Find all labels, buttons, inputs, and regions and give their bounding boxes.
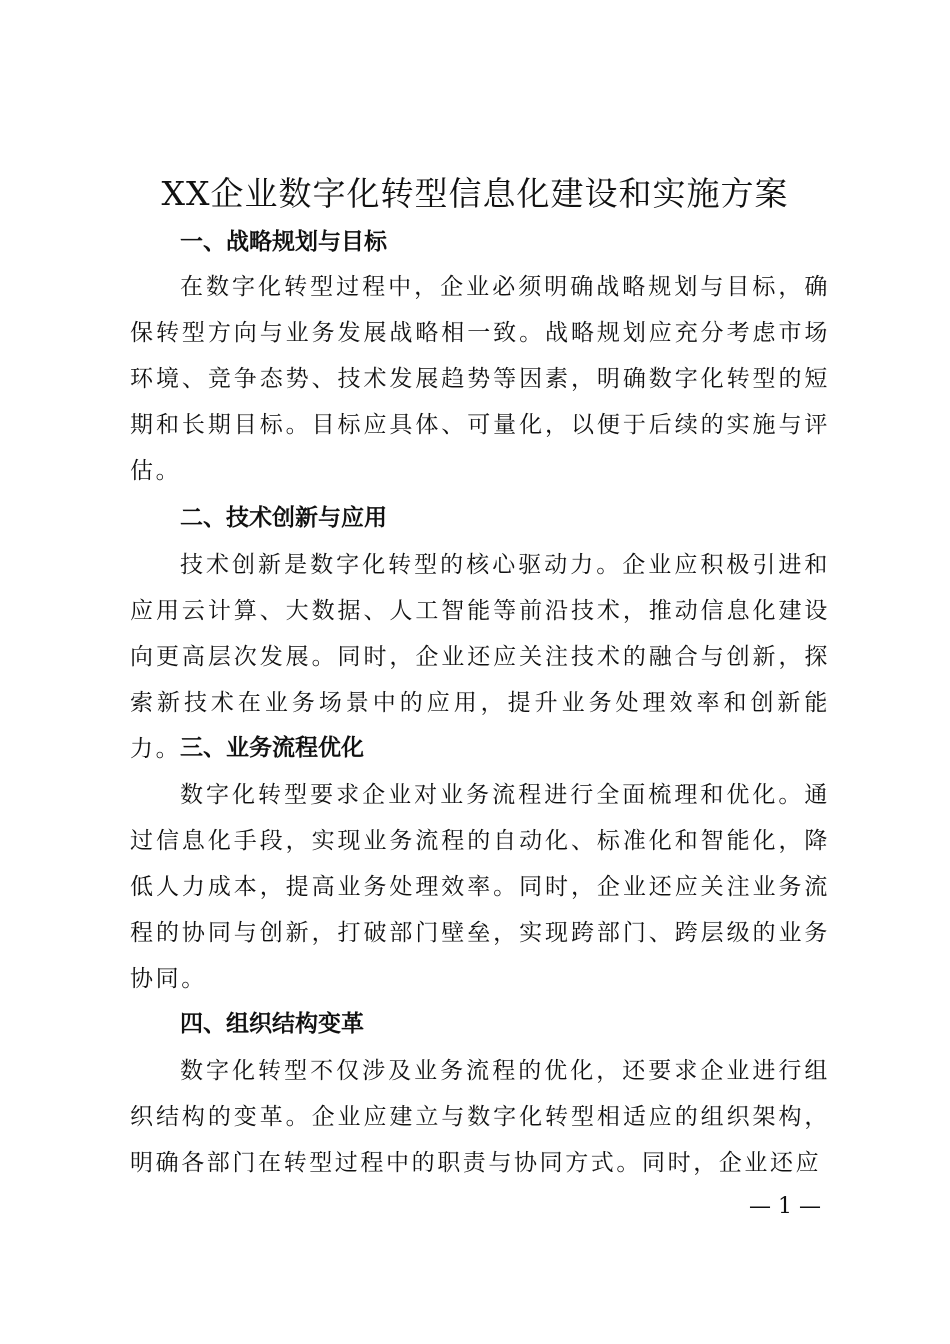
page-number: — 1 — [749,1194,821,1219]
section-paragraph-technology: 技术创新是数字化转型的核心驱动力。企业应积极引进和应用云计算、大数据、人工智能等前沿技术，推动信息化建设向更高层次发展。同时，企业还应关注技术的融合与创新，探索新技术在业务场景中的应用，提升业务处理效率和创新能力。 [130,552,830,762]
document-title: XX企业数字化转型信息化建设和实施方案 [161,174,789,213]
section-heading-strategy: 一、战略规划与目标 [180,229,387,255]
section-paragraph-process: 数字化转型要求企业对业务流程进行全面梳理和优化。通过信息化手段，实现业务流程的自动化、标准化和智能化，降低人力成本，提高业务处理效率。同时，企业还应关注业务流程的协同与创新，打破部门壁垒，实现跨部门、跨层级的业务协同。 [130,782,830,992]
section-paragraph-strategy: 在数字化转型过程中，企业必须明确战略规划与目标，确保转型方向与业务发展战略相一致。战略规划应充分考虑市场环境、竞争态势、技术发展趋势等因素，明确数字化转型的短期和长期目标。目标应具体、可量化，以便于后续的实施与评估。 [130,274,830,484]
section-heading-process: 三、业务流程优化 [180,735,364,761]
section-paragraph-organization: 数字化转型不仅涉及业务流程的优化，还要求企业进行组织结构的变革。企业应建立与数字化转型相适应的组织架构，明确各部门在转型过程中的职责与协同方式。同时，企业还应 [130,1058,830,1176]
section-heading-organization: 四、组织结构变革 [180,1011,364,1037]
section-heading-technology: 二、技术创新与应用 [180,505,387,531]
